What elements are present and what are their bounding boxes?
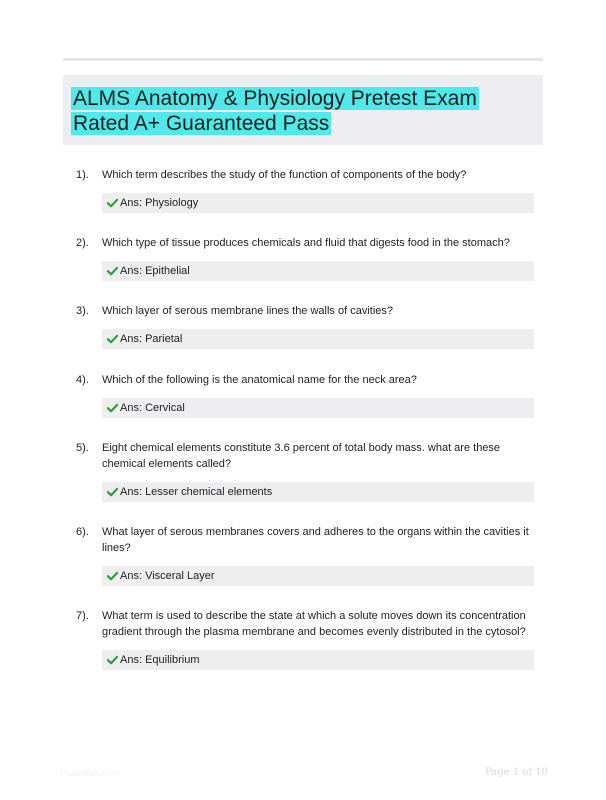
question-number: 1).: [76, 169, 89, 181]
watermark-text: Papertibic.com: [60, 768, 120, 778]
answer-text: Ans: Parietal: [120, 333, 183, 345]
page-title-text: ALMS Anatomy & Physiology Pretest Exam Rated A+ Guaranteed Pass: [73, 87, 477, 135]
answer-box: [102, 398, 534, 418]
question-number: 6).: [76, 526, 89, 538]
question-number: 2).: [76, 237, 89, 249]
question-number: 4).: [76, 374, 89, 386]
question-text: What layer of serous membranes covers and adheres to the organs within the cavities it lines?: [102, 526, 529, 554]
answer-box: [102, 482, 534, 502]
answer-text: Ans: Physiology: [120, 197, 199, 209]
check-icon: [107, 571, 118, 581]
question-number: 3).: [76, 305, 89, 317]
check-icon: [107, 655, 118, 665]
answer-box: [102, 193, 534, 213]
question-text: Which term describes the study of the function of components of the body?: [102, 169, 467, 181]
answer-text: Ans: Visceral Layer: [120, 570, 215, 582]
question-text: Which layer of serous membrane lines the walls of cavities?: [102, 305, 394, 317]
question-text: Which type of tissue produces chemicals and fluid that digests food in the stomach?: [102, 237, 510, 249]
check-icon: [107, 334, 118, 344]
page-title: [71, 86, 491, 136]
answer-text: Ans: Epithelial: [120, 265, 190, 277]
answer-text: Ans: Lesser chemical elements: [120, 486, 273, 498]
check-icon: [107, 198, 118, 208]
title-box: [63, 75, 543, 145]
answer-box: [102, 650, 534, 670]
question-text: Which of the following is the anatomical name for the neck area?: [102, 374, 417, 386]
answer-box: [102, 566, 534, 586]
check-icon: [107, 487, 118, 497]
check-icon: [107, 403, 118, 413]
check-icon: [107, 266, 118, 276]
answer-box: [102, 329, 534, 349]
page-indicator: Page 1 of 10: [485, 767, 548, 778]
answer-text: Ans: Cervical: [120, 402, 185, 414]
answer-box: [102, 261, 534, 281]
question-number: 7).: [76, 610, 89, 622]
answer-text: Ans: Equilibrium: [120, 654, 200, 666]
question-text: What term is used to describe the state at which a solute moves down its concentration gradient through the plasma membrane and becomes evenly distributed in the cytosol?: [102, 610, 526, 638]
top-divider: [63, 58, 543, 61]
question-text: Eight chemical elements constitute 3.6 percent of total body mass. what are these chemical elements called?: [102, 442, 501, 470]
question-number: 5).: [76, 442, 89, 454]
